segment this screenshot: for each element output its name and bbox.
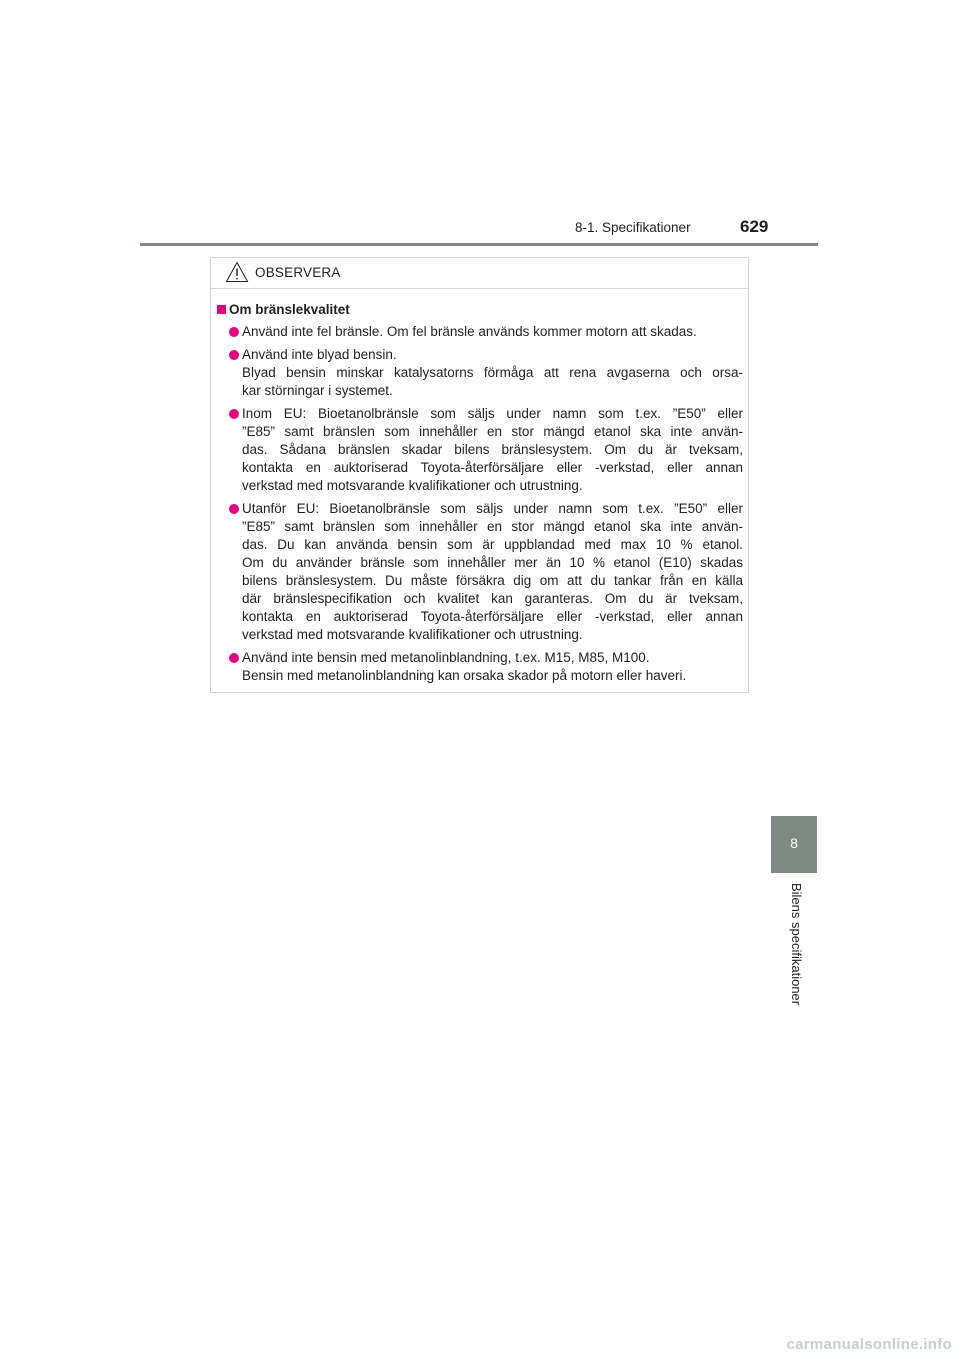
chapter-number: 8 xyxy=(790,835,798,851)
notice-header xyxy=(211,258,748,289)
list-item-line: Blyad bensin minskar katalysatorns förmåga att rena avgaserna och orsa- xyxy=(242,365,743,380)
square-bullet-icon xyxy=(217,305,226,314)
list-item-line: bilens bränslesystem. Du måste försäkra dig om att du tankar från en källa xyxy=(242,573,743,588)
list-item-line: ”E85” samt bränslen som innehåller en stor mängd etanol ska inte använ- xyxy=(242,519,743,534)
section-title: 8-1. Specifikationer xyxy=(575,220,691,235)
subheading xyxy=(217,302,744,317)
list-item-line: där bränslespecifikation och kvalitet kan garanteras. Om du är tveksam, xyxy=(242,591,743,606)
chapter-label: Bilens specifikationer xyxy=(789,883,804,1006)
list-item-line: Använd inte blyad bensin. xyxy=(242,347,397,362)
list-item-line: Bensin med metanolinblandning kan orsaka skador på motorn eller haveri. xyxy=(242,668,687,683)
subheading-text: Om bränslekvalitet xyxy=(229,302,350,317)
list-item-line: Om du använder bränsle som innehåller mer än 10 % etanol (E10) skadas xyxy=(242,555,743,570)
list-item-line: Inom EU: Bioetanolbränsle som säljs under namn som t.ex. ”E50” eller xyxy=(242,406,743,421)
list-item xyxy=(217,500,744,644)
bullet-dot-icon xyxy=(229,409,239,419)
bullet-dot-icon xyxy=(229,504,239,514)
notice-title: OBSERVERA xyxy=(255,265,341,280)
list-item-line: kontakta en auktoriserad Toyota-återförsäljare eller -verkstad, eller annan xyxy=(242,609,743,624)
notice-content xyxy=(217,302,744,690)
list-item xyxy=(217,405,744,495)
bullet-dot-icon xyxy=(229,653,239,663)
bullet-dot-icon xyxy=(229,350,239,360)
list-item-line: Använd inte fel bränsle. Om fel bränsle används kommer motorn att skadas. xyxy=(242,324,697,339)
watermark: carmanualsonline.info xyxy=(786,1336,952,1353)
list-item xyxy=(217,649,744,685)
list-item-line: verkstad med motsvarande kvalifikationer och utrustning. xyxy=(242,627,583,642)
list-item-line: ”E85” samt bränslen som innehåller en stor mängd etanol ska inte använ- xyxy=(242,424,743,439)
list-item xyxy=(217,323,744,341)
warning-triangle-icon xyxy=(225,261,249,283)
list-item-line: Använd inte bensin med metanolinblandning, t.ex. M15, M85, M100. xyxy=(242,650,650,665)
list-item-line: kar störningar i systemet. xyxy=(242,383,393,398)
notice-box xyxy=(210,257,749,693)
header-rule xyxy=(140,243,818,246)
list-item-line: kontakta en auktoriserad Toyota-återförsäljare eller -verkstad, eller annan xyxy=(242,460,743,475)
list-item-line: das. Du kan använda bensin som är uppblandad med max 10 % etanol. xyxy=(242,537,743,552)
list-item-line: Utanför EU: Bioetanolbränsle som säljs under namn som t.ex. ”E50” eller xyxy=(242,501,743,516)
chapter-tab xyxy=(771,816,817,873)
page-number: 629 xyxy=(740,217,769,236)
list-item xyxy=(217,346,744,400)
bullet-dot-icon xyxy=(229,327,239,337)
list-item-line: das. Sådana bränslen skadar bilens bränslesystem. Om du är tveksam, xyxy=(242,442,743,457)
list-item-line: verkstad med motsvarande kvalifikationer och utrustning. xyxy=(242,478,583,493)
